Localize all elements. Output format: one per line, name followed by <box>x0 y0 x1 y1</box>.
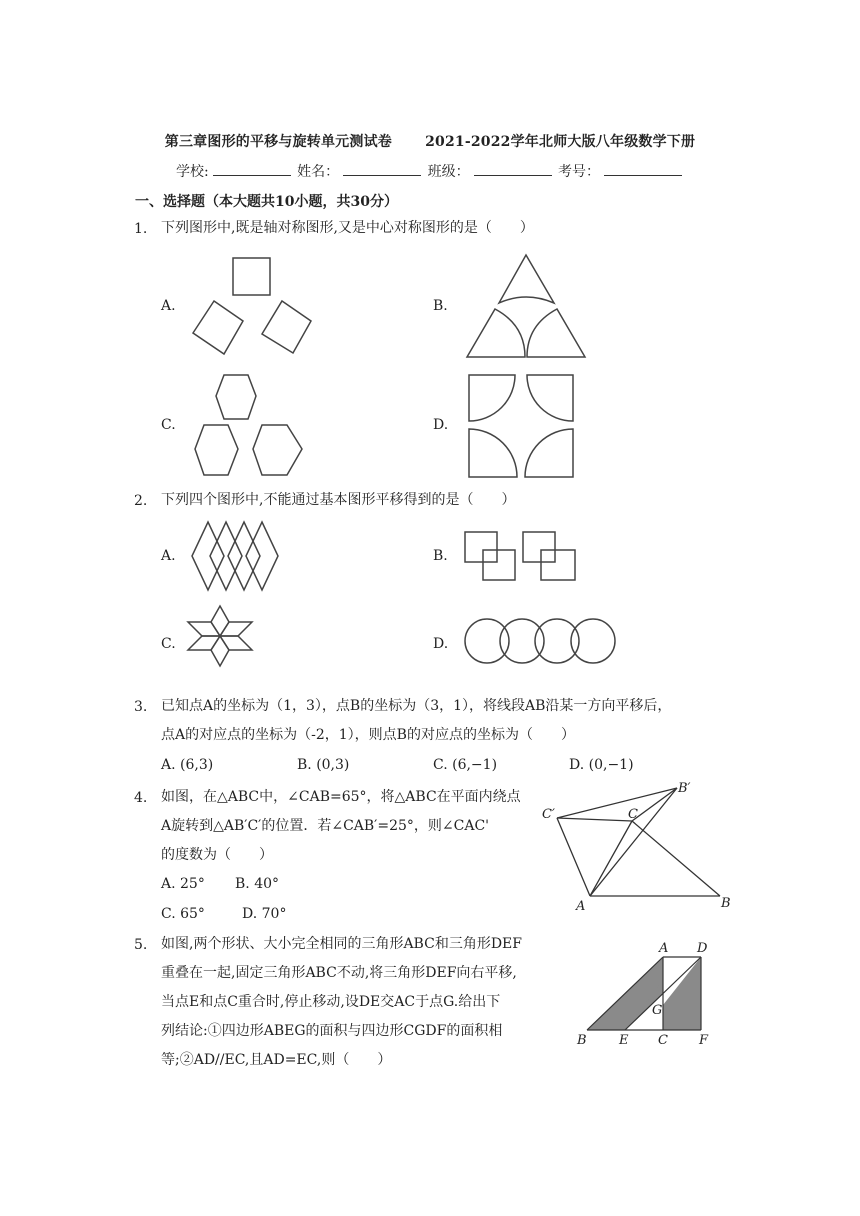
title-main: 第三章图形的平移与旋转单元测试卷 <box>164 134 392 150</box>
q4-figure <box>540 778 740 913</box>
q5-line5: 等;②AD//EC,且AD=EC,则（ ） <box>161 1052 392 1068</box>
q4-line1: 如图，在△ABC中，∠CAB=65°，将△ABC在平面内绕点 <box>161 789 521 805</box>
section-heading: 一、选择题（本大题共10小题，共30分） <box>135 194 398 210</box>
q5-figure <box>575 940 725 1050</box>
exam-no-blank[interactable] <box>604 163 682 176</box>
page-title <box>0 131 860 151</box>
label-b: B <box>721 896 731 911</box>
q4-number: 4. <box>134 790 148 806</box>
q2-option-c-label[interactable]: C. <box>161 636 176 652</box>
q1-figure-d <box>467 373 575 479</box>
label-c-prime: C′ <box>542 807 555 822</box>
q1-figure-b <box>465 253 587 359</box>
field-class: 班级： <box>427 164 470 180</box>
q3-option-d[interactable]: D. (0,−1) <box>569 757 634 773</box>
field-exam-no: 考号： <box>558 164 601 180</box>
q4-option-c[interactable]: C. 65° <box>161 906 205 922</box>
q2-figure-b <box>463 530 579 584</box>
label-g: G <box>652 1003 663 1018</box>
q4-option-b[interactable]: B. 40° <box>235 876 280 892</box>
q3-number: 3. <box>134 699 148 715</box>
class-blank[interactable] <box>474 163 552 176</box>
label-b: B <box>577 1033 587 1048</box>
q2-option-d-label[interactable]: D. <box>433 636 449 652</box>
name-blank[interactable] <box>343 163 421 176</box>
q1-number: 1. <box>134 221 148 237</box>
q4-option-d[interactable]: D. 70° <box>242 906 287 922</box>
label-c: C <box>658 1033 668 1048</box>
student-info-row <box>0 161 860 181</box>
q3-option-b[interactable]: B. (0,3) <box>297 757 350 773</box>
q2-option-a-label[interactable]: A. <box>161 548 176 564</box>
q1-option-a-label[interactable]: A. <box>161 298 176 314</box>
label-c: C <box>628 807 638 822</box>
q2-text: 下列四个图形中,不能通过基本图形平移得到的是（ ） <box>161 492 516 508</box>
q2-number: 2. <box>134 493 148 509</box>
q3-line1: 已知点A的坐标为（1，3），点B的坐标为（3，1），将线段AB沿某一方向平移后， <box>161 698 672 714</box>
q5-line4: 列结论:①四边形ABEG的面积与四边形CGDF的面积相 <box>161 1023 503 1039</box>
q1-figure-a <box>190 255 315 365</box>
field-school: 学校: <box>175 164 209 180</box>
q4-line2: A旋转到△AB′C′的位置．若∠CAB′=25°，则∠CAC' <box>161 818 490 834</box>
q2-figure-c <box>184 604 256 668</box>
q1-figure-c <box>193 373 305 479</box>
q1-option-b-label[interactable]: B. <box>433 298 448 314</box>
q2-figure-d <box>462 617 620 665</box>
title-sub: 2021-2022学年北师大版八年级数学下册 <box>425 134 696 150</box>
q1-text: 下列图形中,既是轴对称图形,又是中心对称图形的是（ ） <box>161 220 534 236</box>
q5-number: 5. <box>134 937 148 953</box>
q1-option-d-label[interactable]: D. <box>433 417 449 433</box>
label-d: D <box>697 941 708 956</box>
q2-option-b-label[interactable]: B. <box>433 548 448 564</box>
q1-option-c-label[interactable]: C. <box>161 417 176 433</box>
label-b-prime: B′ <box>678 781 691 796</box>
label-f: F <box>699 1033 709 1048</box>
label-e: E <box>619 1033 629 1048</box>
q4-option-a[interactable]: A. 25° <box>161 876 205 892</box>
q3-line2: 点A的对应点的坐标为（-2，1），则点B的对应点的坐标为（ ） <box>161 727 575 743</box>
label-a: A <box>659 941 669 956</box>
q3-option-a[interactable]: A. (6,3) <box>161 757 214 773</box>
q5-line3: 当点E和点C重合时,停止移动,设DE交AC于点G.给出下 <box>161 994 501 1010</box>
q2-figure-a <box>188 520 280 592</box>
label-a: A <box>576 899 586 914</box>
q5-line1: 如图,两个形状、大小完全相同的三角形ABC和三角形DEF <box>161 936 522 952</box>
school-blank[interactable] <box>213 163 291 176</box>
q3-option-c[interactable]: C. (6,−1) <box>433 757 498 773</box>
q5-line2: 重叠在一起,固定三角形ABC不动,将三角形DEF向右平移, <box>161 965 517 981</box>
field-name: 姓名： <box>297 164 340 180</box>
q4-line3: 的度数为（ ） <box>161 847 273 863</box>
